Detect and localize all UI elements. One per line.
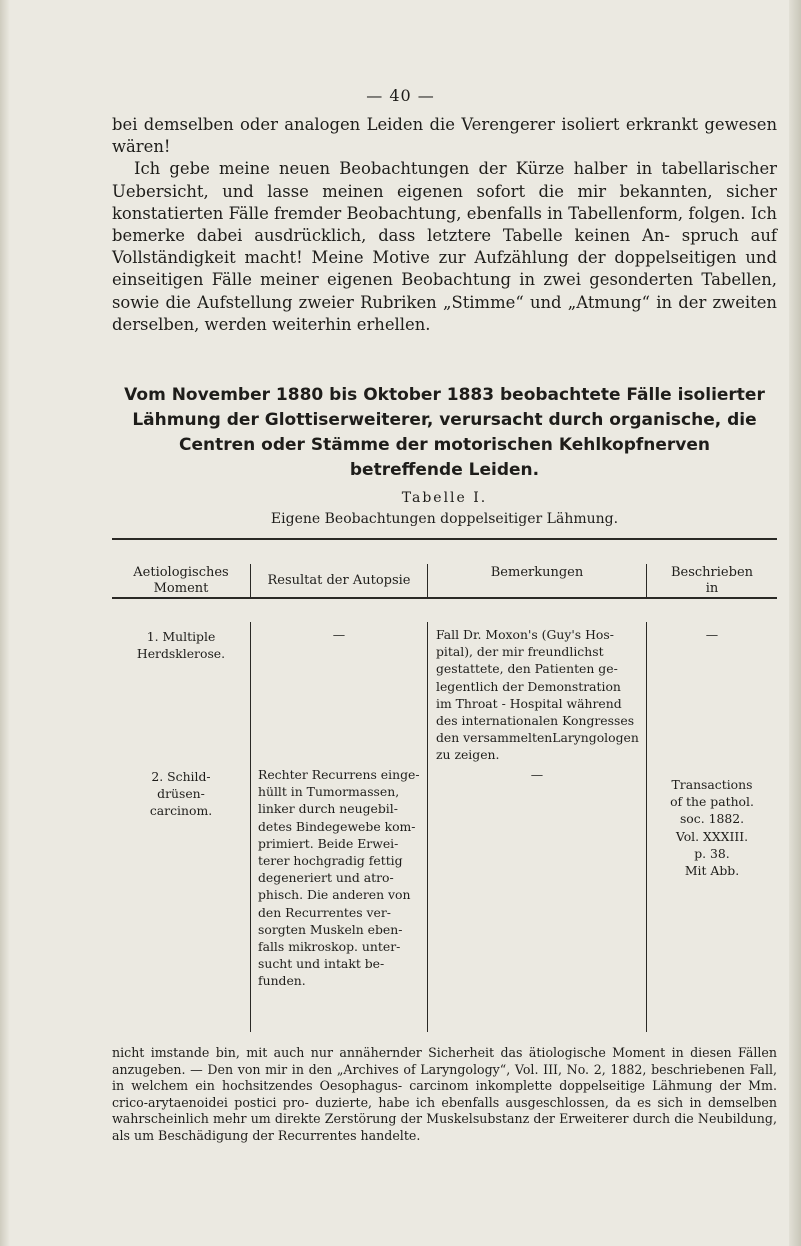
row1-bemerkungen-line: Fall Dr. Moxon's (Guy's Hos- (436, 627, 614, 642)
row2-beschrieben-line: Vol. XXXIII. (675, 828, 749, 844)
row1-bemerkungen-line: den versammeltenLaryngologen (436, 730, 639, 746)
body-text (112, 114, 777, 336)
page-number: — 40 — (366, 86, 435, 105)
paragraph-2-line: zwei gesonderten Tabellen, sowie die Aufstellung zweier Rubriken (112, 270, 778, 312)
row1-autopsie: — (332, 627, 346, 642)
row2-autopsie-line: falls mikroskop. unter- (258, 939, 401, 955)
page-left-edge (0, 0, 10, 1246)
row2-autopsie-line: funden. (258, 973, 306, 989)
paragraph-2-line: Ich bemerke dabei ausdrücklich, dass letztere Tabelle keinen An- (112, 203, 777, 246)
row2-autopsie (258, 766, 422, 990)
row1-bemerkungen-line: des internationalen Kongresses (436, 713, 635, 729)
table-subtitle: Eigene Beobachtungen doppelseitiger Lähmung. (270, 511, 619, 527)
footnote-line: mehr um direkte Zerstörung der Muskelsubstanz der Erweiterer durch die (213, 1111, 694, 1126)
row1-moment (112, 628, 250, 662)
footnote-line: carcinom inkomplette doppelseitige Lähmung der Mm. crico-arytaenoidei postici pro- (112, 1078, 777, 1110)
footnote (112, 1045, 777, 1144)
row2-autopsie-line: primiert. Beide Erwei- (258, 835, 399, 851)
row1-bemerkungen-line: gestattete, den Patienten ge- (436, 661, 618, 677)
row2-autopsie-line: sucht und intakt be- (258, 956, 385, 972)
column-divider (250, 622, 251, 1032)
row2-autopsie-line: degeneriert und atro- (258, 870, 394, 886)
heading-line: Vom November 1880 bis Oktober 1883 beobachtete Fälle isolierter (124, 385, 765, 405)
row2-beschrieben-line: soc. 1882. (679, 811, 745, 827)
footnote-line: nicht imstande bin, mit auch nur annähernder Sicherheit das ätiologische Moment (112, 1045, 666, 1060)
header-bemerkungen: Bemerkungen (490, 565, 584, 580)
paragraph-2-line: konstatierten Fälle fremder Beobachtung, ebenfalls in Tabellenform, folgen. (112, 203, 746, 223)
row2-beschrieben-line: Transactions (671, 777, 753, 792)
section-heading (112, 383, 777, 483)
header-moment-line: Moment (153, 581, 209, 596)
page-right-edge (789, 0, 801, 1246)
header-moment-line: Aetiologisches (133, 565, 229, 580)
table-title: Tabelle I. (401, 490, 488, 506)
paragraph-2-line: spruch auf Vollständigkeit macht! Meine Motive zur Aufzählung (112, 226, 777, 268)
row2-beschrieben (647, 776, 777, 879)
row2-autopsie-line: linker durch neugebil- (258, 801, 398, 817)
paragraph-2-line: Uebersicht, und lasse meinen eigenen sofort die mir bekannten, sicher (112, 181, 777, 201)
footnote-line: Neubildung, als um Beschädigung der Recurrentes handelte. (112, 1111, 777, 1143)
paragraph-2-line: erhellen. (356, 314, 431, 334)
row2-beschrieben-line: p. 38. (694, 845, 730, 861)
paragraph-2-line: der doppelseitigen und einseitigen Fälle meiner eigenen Beobachtung in (112, 248, 777, 290)
paragraph-1-line: bei demselben oder analogen Leiden die Verengerer isoliert erkrankt (112, 115, 699, 134)
row1-bemerkungen-line: pital), der mir freundlichst (436, 644, 604, 660)
header-beschrieben-line: Beschrieben (670, 565, 754, 580)
row2-autopsie-line: den Recurrentes ver- (258, 904, 391, 920)
row2-beschrieben-line: Mit Abb. (684, 863, 740, 879)
row1-bemerkungen-line: im Throat - Hospital während (436, 695, 622, 711)
row2-beschrieben-line: of the pathol. (670, 794, 754, 810)
row2-autopsie-line: Rechter Recurrens einge- (258, 767, 420, 782)
table-top-rule (112, 538, 777, 540)
row2-autopsie-line: sorgten Muskeln eben- (258, 921, 403, 937)
header-autopsie: Resultat der Autopsie (267, 573, 411, 588)
paragraph-2 (112, 158, 777, 336)
footnote-line: duzierte, habe ich ebenfalls ausgeschlossen, da es sich in demselben wahrscheinlich (112, 1094, 777, 1126)
footnote-line: Vol. III, No. 2, 1882, beschriebenen Fall, in welchem ein hochsitzendes Oesophagus- (112, 1061, 777, 1093)
footnote-line: in diesen Fällen anzugeben. — Den von mir in den „Archives of Laryngology“, (112, 1045, 777, 1077)
row2-autopsie-line: terer hochgradig fettig (258, 853, 403, 869)
row1-bemerkungen-line: zu zeigen. (436, 747, 500, 763)
row2-moment (112, 768, 250, 820)
row1-bemerkungen (436, 626, 640, 764)
row2-moment-line: drüsen- (157, 786, 205, 802)
heading-line: betreffende Leiden. (349, 460, 540, 480)
row2-autopsie-line: hüllt in Tumormassen, (258, 784, 400, 800)
column-divider (427, 622, 428, 1032)
row1-moment-line: Herdsklerose. (136, 646, 226, 662)
heading-line: Lähmung der Glottiserweiterer, verursacht durch organische, die (132, 410, 757, 430)
row1-moment-line: 1. Multiple (146, 629, 216, 644)
table-header-rule (112, 597, 777, 599)
row2-bemerkungen: — (530, 767, 544, 782)
paragraph-2-line: Ich gebe meine neuen Beobachtungen der Kürze halber in tabellarischer (134, 159, 777, 179)
paragraph-2-line: „Stimme“ und „Atmung“ in der zweiten derselben, werden weiterhin (112, 292, 777, 334)
heading-line: Centren oder Stämme der motorischen Kehlkopfnerven (179, 435, 710, 455)
row2-autopsie-line: phisch. Die anderen von (258, 887, 411, 903)
header-beschrieben (647, 565, 777, 597)
paragraph-1-line: gewesen wären! (112, 115, 777, 157)
row2-moment-line: 2. Schild- (151, 769, 211, 784)
row1-beschrieben: — (705, 627, 719, 642)
header-beschrieben-line: in (705, 581, 719, 596)
header-moment (112, 565, 250, 597)
paragraph-1 (112, 114, 777, 158)
row2-autopsie-line: detes Bindegewebe kom- (258, 818, 416, 834)
row2-moment-line: carcinom. (149, 803, 213, 819)
row1-bemerkungen-line: legentlich der Demonstration (436, 678, 621, 694)
